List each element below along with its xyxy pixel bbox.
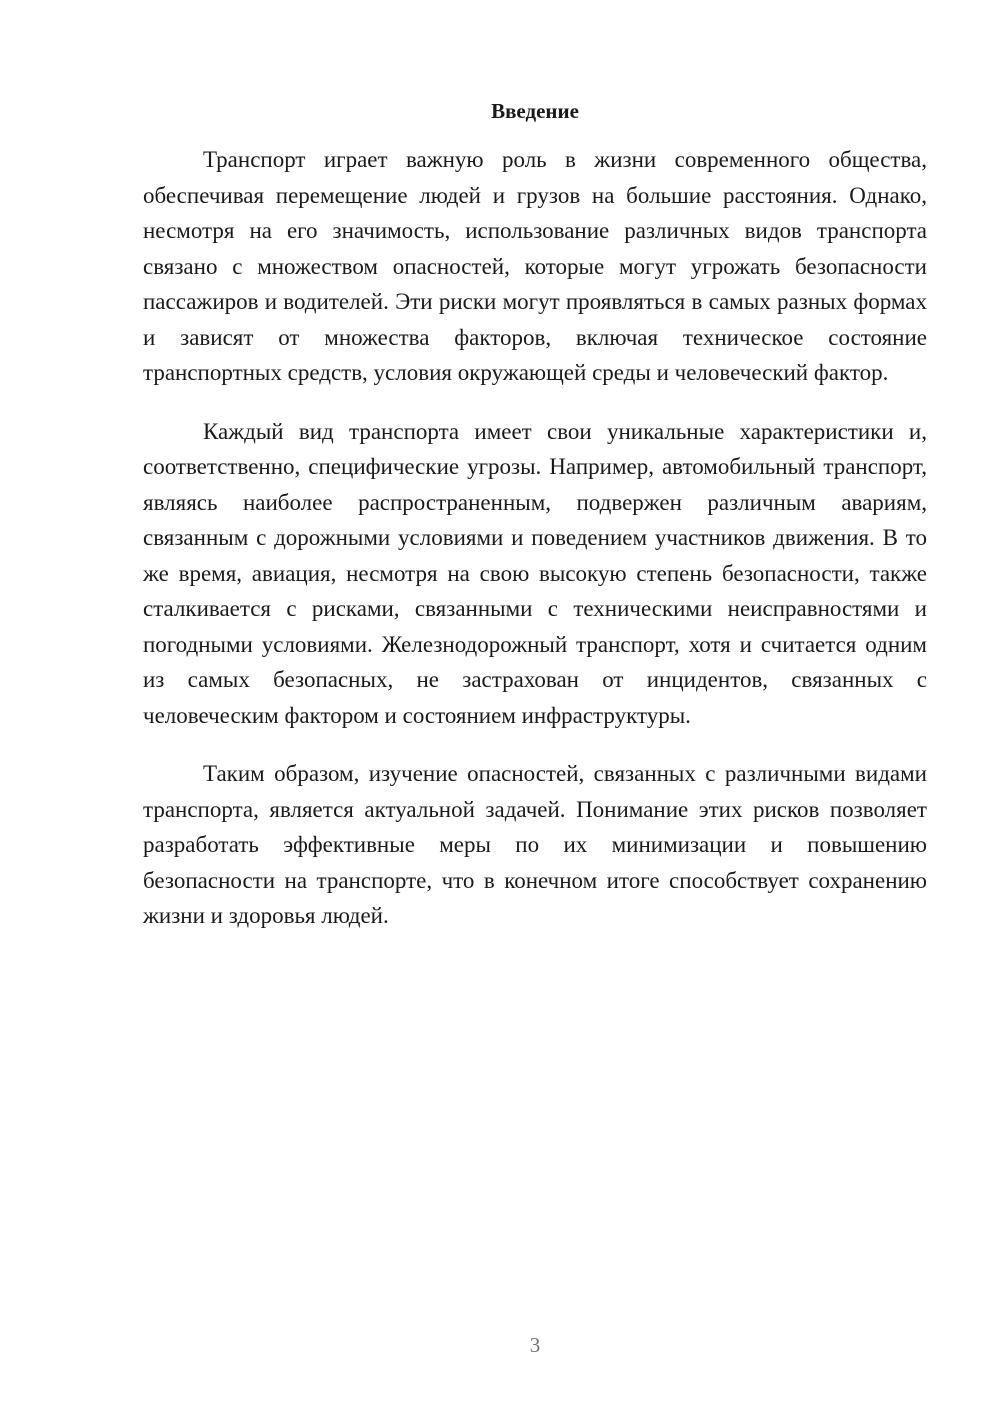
body-text [143,142,927,957]
paragraph-1: Транспорт играет важную роль в жизни современного общества, обеспечивая перемещение людей и грузов на большие расстояния. Однако, несмотря на его значимость, использование различных видов транспорта связано с множеством опасностей, которые могут угрожать безопасности пассажиров и водителей. Эти риски могут проявляться в самых разных формах и зависят от множества факторов, включая техническое состояние транспортных средств, условия окружающей среды и человеческий фактор. [143,147,927,385]
page-number: 3 [529,1333,541,1357]
paragraph-3: Таким образом, изучение опасностей, связанных с различными видами транспорта, является актуальной задачей. Понимание этих рисков позволяет разработать эффективные меры по их минимизации и повышению безопасности на транспорте, что в конечном итоге способствует сохранению жизни и здоровья людей. [143,761,927,928]
section-heading: Введение [491,99,579,123]
paragraph-2: Каждый вид транспорта имеет свои уникальные характеристики и, соответственно, специфические угрозы. Например, автомобильный транспорт, являясь наиболее распространенным, подвержен различным авариям, связанным с дорожными условиями и поведением участников движения. В то же время, авиация, несмотря на свою высокую степень безопасности, также сталкивается с рисками, связанными с техническими неисправностями и погодными условиями. Железнодорожный транспорт, хотя и считается одним из самых безопасных, не застрахован от инцидентов, связанных с человеческим фактором и состоянием инфраструктуры. [143,418,927,728]
